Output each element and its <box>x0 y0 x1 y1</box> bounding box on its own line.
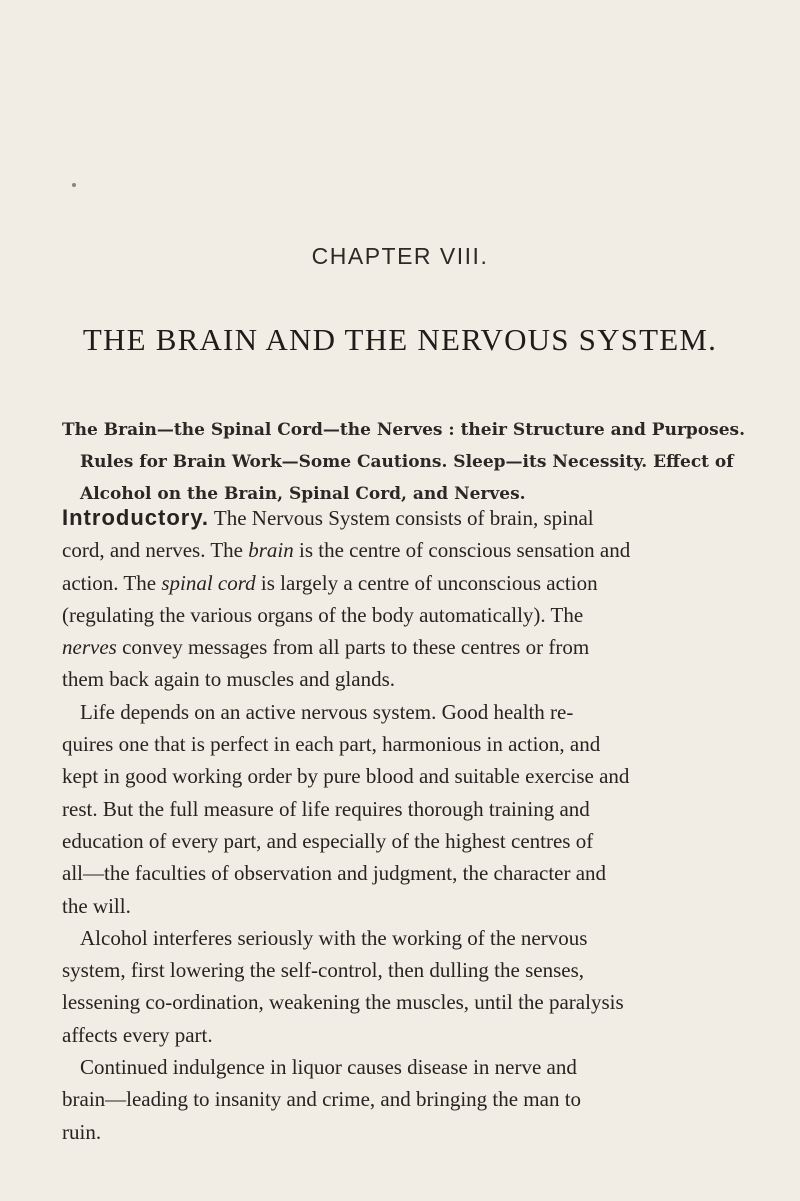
paragraph-line: the will. <box>62 893 131 918</box>
summary-line: The Brain—the Spinal Cord—the Nerves : their Structure and Purposes. <box>62 420 746 440</box>
text-run: cord, and nerves. The <box>62 538 249 563</box>
paragraph-line <box>62 534 748 566</box>
paragraph-line: (regulating the various organs of the body automatically). The <box>62 602 584 627</box>
paragraph-line: affects every part. <box>62 1022 213 1047</box>
paragraph-line: system, first lowering the self-control, then dulling the senses, <box>62 958 584 983</box>
text-run: convey messages from all parts to these centres or from <box>116 635 590 660</box>
chapter-title: THE BRAIN AND THE NERVOUS SYSTEM. <box>82 322 718 357</box>
ink-speck <box>72 183 76 187</box>
emphasis-text: brain <box>248 538 294 563</box>
paragraph-line <box>62 567 748 599</box>
paragraph-line <box>62 502 748 534</box>
text-run: is the centre of conscious sensation and <box>293 538 631 563</box>
text-run: is largely a centre of unconscious action <box>255 570 598 595</box>
paragraph-line: lessening co-ordination, weakening the muscles, until the paralysis <box>62 990 624 1015</box>
section-lead: Introductory. <box>62 505 210 530</box>
paragraph-line: Alcohol interferes seriously with the working of the nervous <box>80 925 588 950</box>
chapter-body <box>62 502 748 1148</box>
paragraph-line: brain—leading to insanity and crime, and bringing the man to <box>62 1087 582 1112</box>
paragraph-line: education of every part, and especially of the highest centres of <box>62 828 594 853</box>
paragraph-line: rest. But the full measure of life requires thorough training and <box>62 796 590 821</box>
paragraph-line: quires one that is perfect in each part, harmonious in action, and <box>62 732 601 757</box>
chapter-summary <box>62 414 748 510</box>
paragraph-line: kept in good working order by pure blood and suitable exercise and <box>62 764 630 789</box>
summary-line: Rules for Brain Work—Some Cautions. Sleep—its Necessity. Effect of <box>80 452 734 472</box>
text-run: The Nervous System consists of brain, spinal <box>213 506 594 530</box>
emphasis-text: nerves <box>62 635 117 660</box>
text-run: action. The <box>62 570 162 595</box>
paragraph-line: ruin. <box>62 1119 102 1144</box>
chapter-label: CHAPTER VIII. <box>311 243 489 269</box>
paragraph-line: all—the faculties of observation and judgment, the character and <box>62 861 607 886</box>
emphasis-text: spinal cord <box>161 570 256 595</box>
paragraph-line: Life depends on an active nervous system. Good health re- <box>80 699 574 724</box>
paragraph-line: them back again to muscles and glands. <box>62 667 395 692</box>
summary-line: Alcohol on the Brain, Spinal Cord, and Nerves. <box>80 484 526 504</box>
paragraph-line <box>62 631 748 663</box>
paragraph-line: Continued indulgence in liquor causes disease in nerve and <box>80 1055 577 1080</box>
